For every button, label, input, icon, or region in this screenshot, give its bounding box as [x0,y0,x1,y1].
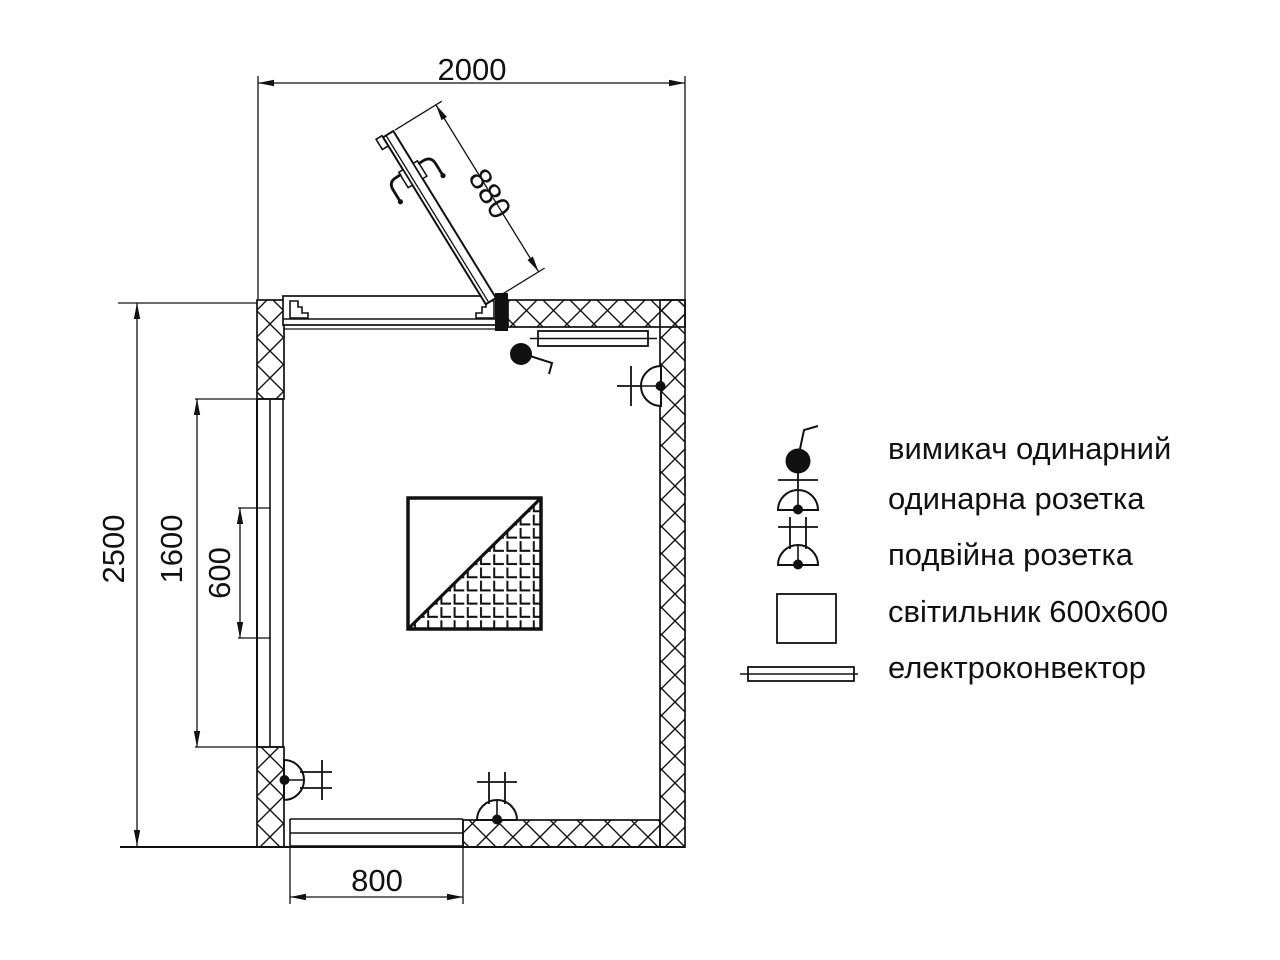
socket-double-bottom-wall [477,772,517,825]
door-leaf-group [364,94,553,315]
socket-double-left-wall [280,760,333,800]
wall-left-top [257,300,284,399]
dim-window-opening-value: 1600 [154,514,189,584]
door-hinge-jamb [495,293,508,331]
dim-door-leaf-value: 880 [461,162,519,225]
legend-label-luminaire: світильник 600х600 [888,594,1169,629]
window-left [257,399,283,747]
door-frame [283,296,505,325]
legend-label-convector: електроконвектор [888,650,1147,685]
dim-room-width-value: 2000 [437,52,507,87]
luminaire-symbol [408,498,541,629]
convector-icon [740,667,858,681]
socket-single-right-wall [617,366,666,406]
luminaire-icon [777,594,836,643]
legend [740,426,1171,685]
dim-window-sash-value: 600 [202,547,237,599]
wall-right [660,300,685,847]
wall-top-right [508,300,685,327]
switch-room [510,343,552,374]
window-bottom [290,819,463,846]
wall-bottom-right [463,820,660,847]
switch-single-icon [786,426,819,474]
convector-room [530,331,657,346]
legend-label-socket-single: одинарна розетка [888,481,1145,516]
legend-label-socket-double: подвійна розетка [888,537,1133,572]
wall-left-bottom [257,747,284,847]
door-opening [283,293,508,331]
socket-single-icon [778,466,818,515]
dim-bottom-opening-value: 800 [351,863,403,898]
socket-double-icon [778,517,818,570]
dim-room-height-value: 2500 [96,514,131,584]
dimension-window-sash [202,508,270,638]
legend-label-switch: вимикач одинарний [888,431,1172,466]
